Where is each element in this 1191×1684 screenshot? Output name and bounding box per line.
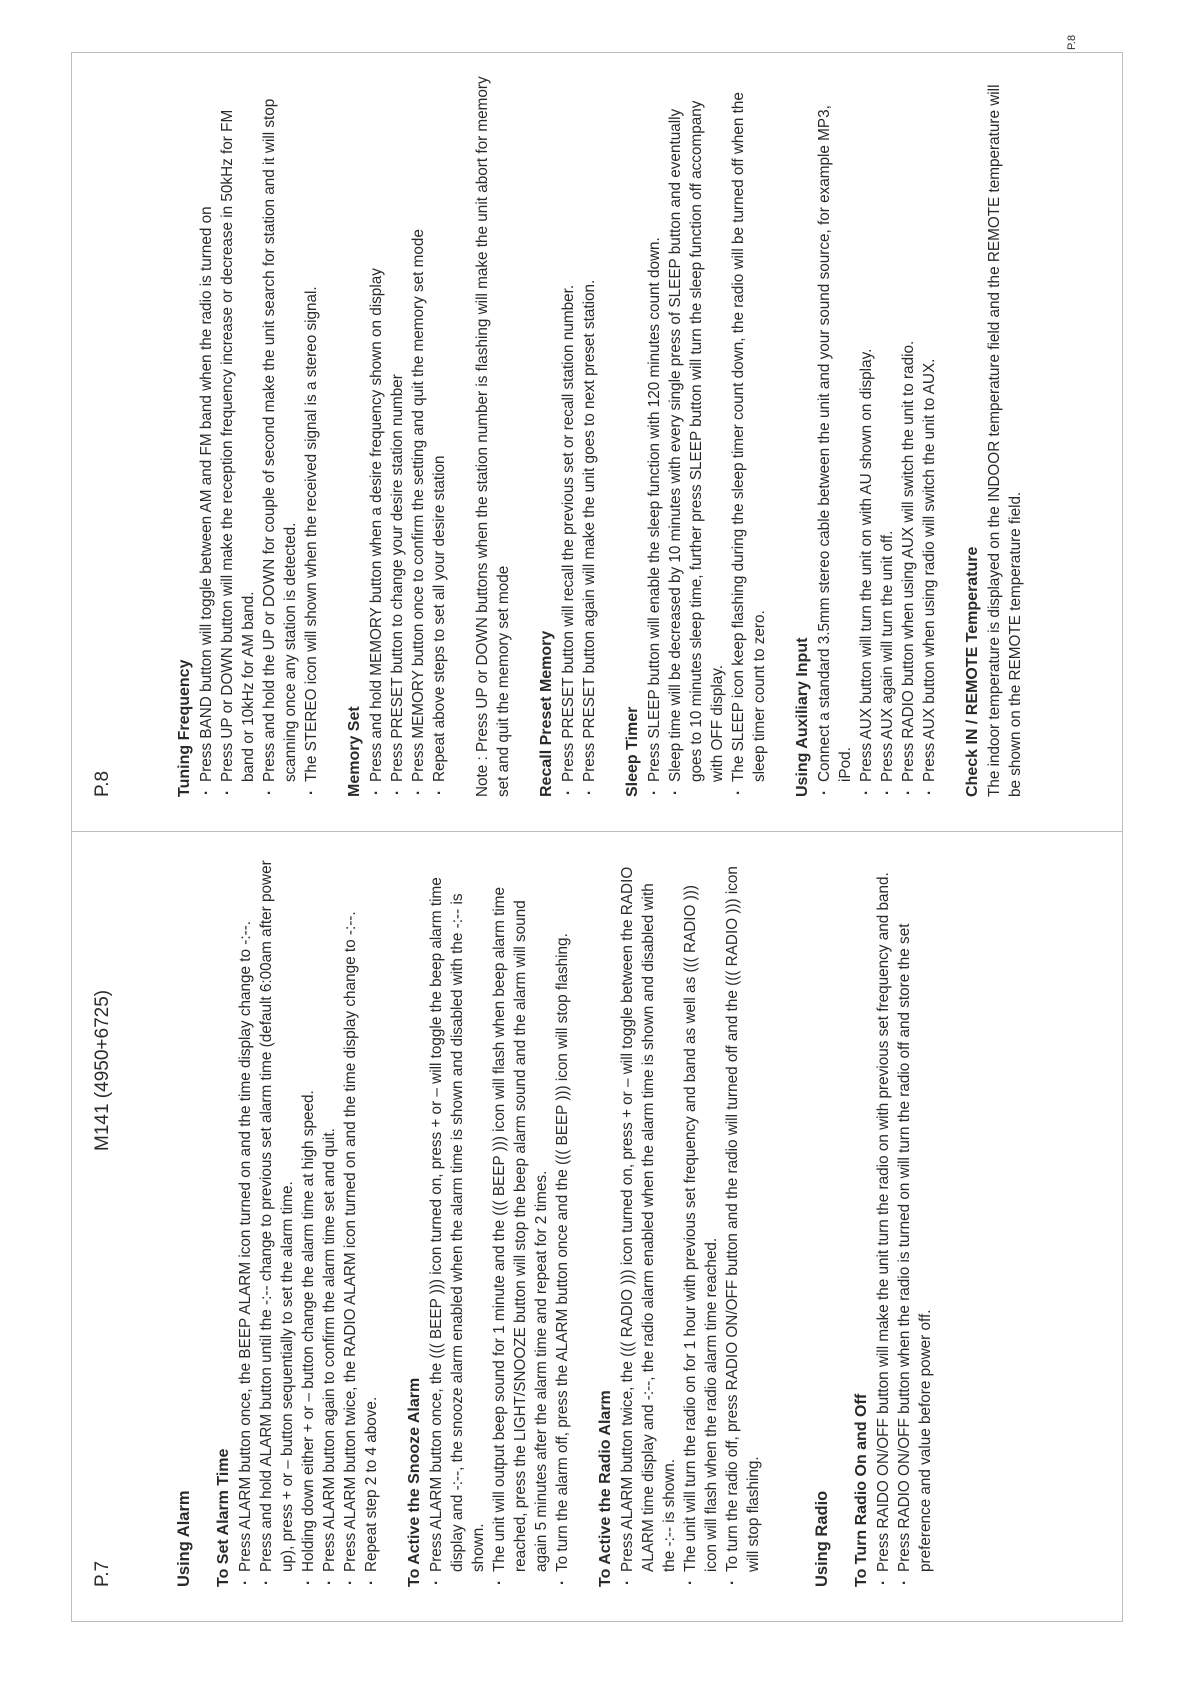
list-item: · Press ALARM button again to confirm the alarm time set and quit. (319, 860, 340, 1587)
sleep-heading: Sleep Timer (623, 706, 641, 797)
list-item: · Press UP or DOWN button will make the reception frequency increase or decrease in 50kHz for FM band or 10kHz for AM band. (217, 75, 259, 797)
temperature-text: The indoor temperature is displayed on the INDOOR temperature field and the REMOTE temperature will be shown on the REMOTE temperature field. (985, 84, 1024, 797)
list-item: · Press ALARM button once, the ((( BEEP ))) icon turned on, press + or – will toggle the beep alarm time display and -:--, the snooze alarm enabled when the alarm time is shown and disabled with the -:-- is shown. (426, 860, 489, 1587)
list-item: · The unit will output beep sound for 1 minute and the ((( BEEP ))) icon will flash when beep alarm time reached, press the LIGHT/SNOOZE button will stop the beep alarm sound and the alarm will sound again 5 minutes after the alarm time and repeat for 2 times. (489, 860, 552, 1587)
list-item: · Press PRESET button will recall the previous set or recall station number. (558, 75, 579, 797)
list-item: · Press RADIO button when using AUX will switch the unit to radio. (898, 75, 919, 797)
list-item: · The STEREO icon will shown when the received signal is a stereo signal. (301, 75, 322, 797)
page-number-8: P.8 (91, 770, 113, 797)
manual-frame (71, 52, 1123, 1622)
list-item: · Press RAIDO ON/OFF button will make the unit turn the radio on with previous set frequency and band. (873, 860, 894, 1587)
memory-note: Note : Press UP or DOWN buttons when the station number is flashing will make the unit abort for memory set and quit the memory set mode (473, 76, 512, 797)
list-item: · Press RADIO ON/OFF button when the radio is turned on will turn the radio off and store the set preference and value before power off. (894, 860, 936, 1587)
using-radio-heading: Using Radio (812, 1490, 831, 1587)
tuning-list (196, 75, 322, 797)
list-item: · Press ALARM button twice, the ((( RADIO ))) icon turned on, press + or – will toggle between the RADIO ALARM time display and -:--, the radio alarm enabled when the alarm time is shown and disabled with the -:-- is shown. (617, 860, 680, 1587)
list-item: · Press ALARM button once, the BEEP ALARM icon turned on and the time display change to -:--. (235, 860, 256, 1587)
list-item: · Repeat above steps to set all your desire station (429, 75, 450, 797)
radio-alarm-list (617, 860, 764, 1587)
list-item: · Repeat step 2 to 4 above. (361, 860, 382, 1587)
model-number: M141 (4950+6725) (91, 989, 113, 1151)
list-item: · Press MEMORY button once to confirm the setting and quit the memory set mode (408, 75, 429, 797)
set-alarm-heading: To Set Alarm Time (214, 1448, 232, 1587)
list-item: · Press AUX button when using radio will switch the unit to AUX. (919, 75, 940, 797)
memory-list (366, 75, 450, 797)
spacer (786, 860, 812, 1587)
page-number-7: P.7 (91, 1560, 113, 1587)
snooze-list (426, 860, 573, 1587)
list-item: · Press AUX again will turn the unit off. (877, 75, 898, 797)
recall-list (558, 75, 600, 797)
page-7-content (174, 860, 936, 1587)
list-item: · Press PRESET button again will make the unit goes to next preset station. (579, 75, 600, 797)
recall-heading: Recall Preset Memory (537, 630, 555, 797)
list-item: · Press AUX button will turn the unit on with AU shown on display. (856, 75, 877, 797)
list-item: · Press PRESET button to change your desire station number (387, 75, 408, 797)
list-item: · Press and hold the UP or DOWN for couple of second make the unit search for station and it will stop scanning once any station is detected. (259, 75, 301, 797)
using-alarm-heading: Using Alarm (174, 1490, 193, 1587)
radio-onoff-list (873, 860, 936, 1587)
list-item: · To turn the alarm off, press the ALARM button once and the ((( BEEP ))) icon will stop flashing. (552, 860, 573, 1587)
memory-heading: Memory Set (345, 706, 363, 797)
list-item: · Press BAND button will toggle between AM and FM band when the radio is turned on (196, 75, 217, 797)
temperature-heading: Check IN / REMOTE Temperature (963, 546, 981, 797)
set-alarm-list (235, 860, 382, 1587)
page-7-panel (72, 831, 1122, 1621)
list-item: · To turn the radio off, press RADIO ON/OFF button and the radio will turned off and the ((( RADIO ))) icon will stop flashing. (722, 860, 764, 1587)
sleep-list (644, 75, 770, 797)
radio-onoff-heading: To Turn Radio On and Off (852, 1393, 870, 1587)
list-item: · Press SLEEP button will enable the sleep function with 120 minutes count down. (644, 75, 665, 797)
tuning-heading: Tuning Frequency (175, 659, 193, 797)
list-item: · The unit will turn the radio on for 1 hour with previous set frequency and band as well as ((( RADIO ))) icon will flash when the radio alarm time reached. (680, 860, 722, 1587)
corner-page-number: P.8 (1065, 34, 1078, 50)
aux-heading: Using Auxiliary Input (793, 637, 811, 797)
snooze-heading: To Active the Snooze Alarm (405, 1377, 423, 1587)
page-8-panel (72, 53, 1122, 831)
page-8-content (174, 75, 1026, 797)
list-item: · Press ALARM button twice, the RADIO ALARM icon turned on and the time display change to -:--. (340, 860, 361, 1587)
list-item: · Press and hold ALARM button until the -:-- change to previous set alarm time (default 6:00am after power up), press + or – button sequentially to set the alarm time. (256, 860, 298, 1587)
list-item: · Press and hold MEMORY button when a desire frequency shown on display (366, 75, 387, 797)
list-item: · Sleep time will be decreased by 10 minutes with every single press of SLEEP button and eventually goes to 10 minutes sleep time, further press SLEEP button will turn the sleep function off accompany with OFF display. (665, 75, 728, 797)
list-item: · Holding down either + or – button change the alarm time at high speed. (298, 860, 319, 1587)
radio-alarm-heading: To Active the Radio Alarm (596, 1390, 614, 1587)
list-item: · Connect a standard 3.5mm stereo cable between the unit and your sound source, for example MP3, iPod. (814, 75, 856, 797)
rotated-page (61, 22, 1131, 1662)
aux-list (814, 75, 940, 797)
list-item: · The SLEEP icon keep flashing during the sleep timer count down, the radio will be turned off when the sleep timer count to zero. (728, 75, 770, 797)
